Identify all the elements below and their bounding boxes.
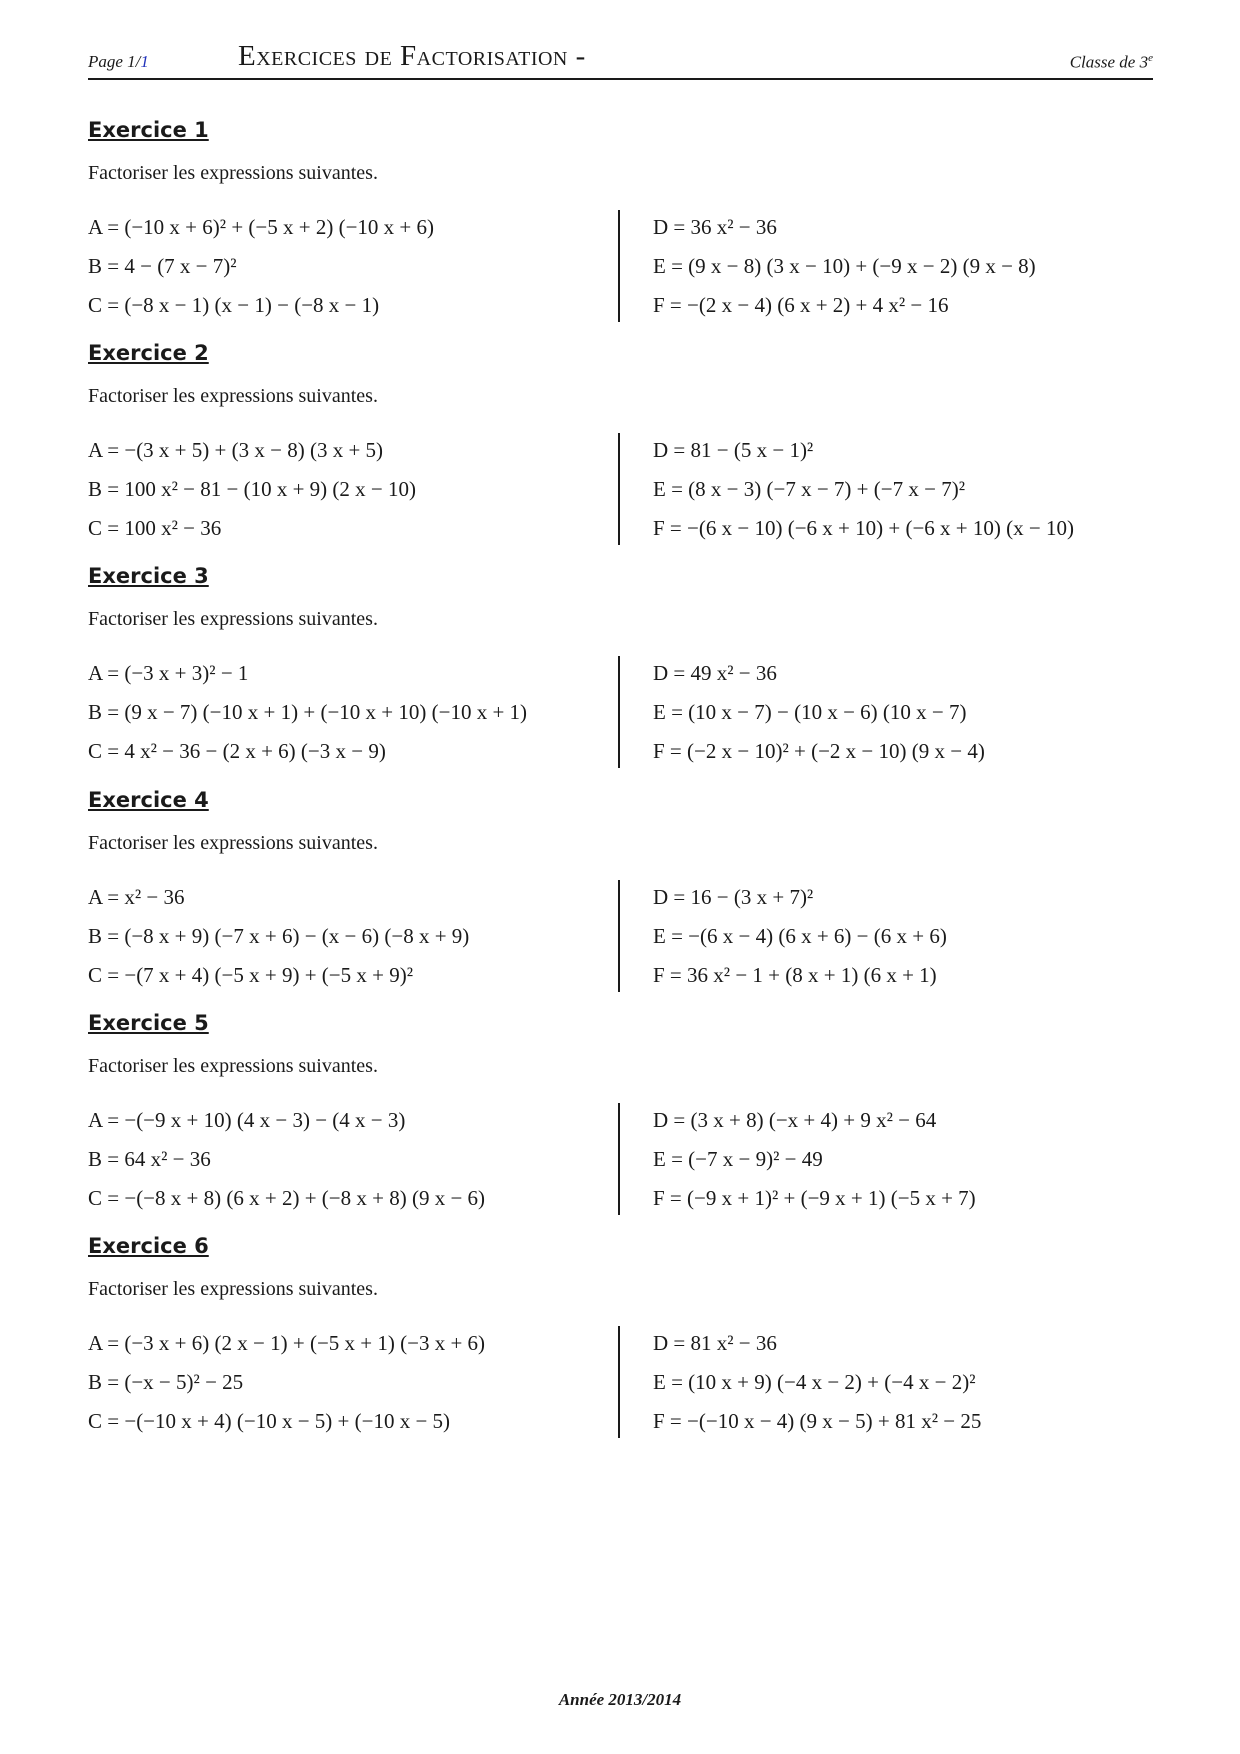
expressions-left-column [88,878,469,995]
expression: C = 4 x² − 36 − (2 x + 6) (−3 x − 9) [88,739,386,763]
expression: E = (9 x − 8) (3 x − 10) + (−9 x − 2) (9 x − 8) [653,254,1036,278]
expression: A = (−3 x + 3)² − 1 [88,661,249,685]
expressions-left-column [88,654,527,771]
exercise-title: Exercice 6 [88,1234,209,1258]
exercise-instruction: Factoriser les expressions suivantes. [88,162,378,184]
expression: E = −(6 x − 4) (6 x + 6) − (6 x + 6) [653,924,947,948]
column-divider [618,1103,620,1215]
page-number [88,52,149,72]
expressions-right-column [653,878,947,995]
expression: C = −(−10 x + 4) (−10 x − 5) + (−10 x − 5) [88,1409,451,1433]
expression: A = −(3 x + 5) + (3 x − 8) (3 x + 5) [88,438,384,462]
exercise-title: Exercice 4 [88,788,209,812]
expressions-left-column [88,208,434,325]
footer-year: Année 2013/2014 [558,1690,682,1709]
expression: F = −(−10 x − 4) (9 x − 5) + 81 x² − 25 [653,1409,982,1433]
exercise-instruction: Factoriser les expressions suivantes. [88,832,378,854]
page-total-link[interactable]: 1 [140,52,149,71]
expression: D = (3 x + 8) (−x + 4) + 9 x² − 64 [653,1108,937,1132]
expression: C = −(−8 x + 8) (6 x + 2) + (−8 x + 8) (9 x − 6) [88,1186,486,1210]
expression: D = 36 x² − 36 [653,215,777,239]
column-divider [618,1326,620,1438]
expressions-left-column [88,1101,485,1218]
expression: B = (9 x − 7) (−10 x + 1) + (−10 x + 10) (−10 x + 1) [88,700,528,724]
page-label: Page 1/ [88,52,141,71]
exercise-block [88,1234,1153,1464]
expression: F = −(2 x − 4) (6 x + 2) + 4 x² − 16 [653,293,949,317]
column-divider [618,210,620,322]
expression: D = 49 x² − 36 [653,661,777,685]
exercise-instruction: Factoriser les expressions suivantes. [88,385,378,407]
expression: B = 100 x² − 81 − (10 x + 9) (2 x − 10) [88,477,416,501]
page-header [88,40,1153,80]
class-label: Classe de 3e [1069,52,1153,72]
expression: B = 4 − (7 x − 7)² [88,254,237,278]
expression: F = (−9 x + 1)² + (−9 x + 1) (−5 x + 7) [653,1186,976,1210]
expression: F = 36 x² − 1 + (8 x + 1) (6 x + 1) [653,963,937,987]
expressions-right-column [653,654,985,771]
expression: F = −(6 x − 10) (−6 x + 10) + (−6 x + 10) (x − 10) [653,516,1074,540]
expressions-right-column [653,1101,976,1218]
exercise-title: Exercice 5 [88,1011,209,1035]
exercise-block [88,118,1153,348]
expression: A = (−10 x + 6)² + (−5 x + 2) (−10 x + 6) [88,215,435,239]
expressions-left-column [88,431,416,548]
exercise-title: Exercice 2 [88,341,209,365]
expression: A = −(−9 x + 10) (4 x − 3) − (4 x − 3) [88,1108,406,1132]
expressions-right-column [653,1324,981,1441]
exercise-title: Exercice 1 [88,118,209,142]
column-divider [618,433,620,545]
column-divider [618,656,620,768]
exercise-instruction: Factoriser les expressions suivantes. [88,608,378,630]
expression: A = x² − 36 [88,885,185,909]
exercise-block [88,564,1153,794]
expression: B = 64 x² − 36 [88,1147,211,1171]
exercise-instruction: Factoriser les expressions suivantes. [88,1278,378,1300]
expression: C = (−8 x − 1) (x − 1) − (−8 x − 1) [88,293,380,317]
exercise-instruction: Factoriser les expressions suivantes. [88,1055,378,1077]
column-divider [618,880,620,992]
expression: D = 81 − (5 x − 1)² [653,438,814,462]
expression: C = −(7 x + 4) (−5 x + 9) + (−5 x + 9)² [88,963,414,987]
expression: F = (−2 x − 10)² + (−2 x − 10) (9 x − 4) [653,739,985,763]
expression: E = (10 x + 9) (−4 x − 2) + (−4 x − 2)² [653,1370,976,1394]
expression: B = (−x − 5)² − 25 [88,1370,244,1394]
expression: E = (−7 x − 9)² − 49 [653,1147,823,1171]
exercise-block [88,788,1153,1018]
expressions-left-column [88,1324,485,1441]
expression: C = 100 x² − 36 [88,516,222,540]
exercise-block [88,1011,1153,1241]
expression: E = (10 x − 7) − (10 x − 6) (10 x − 7) [653,700,967,724]
document-title: Exercices de Factorisation - [238,40,586,72]
expression: E = (8 x − 3) (−7 x − 7) + (−7 x − 7)² [653,477,965,501]
expression: B = (−8 x + 9) (−7 x + 6) − (x − 6) (−8 x + 9) [88,924,470,948]
expression: D = 81 x² − 36 [653,1331,777,1355]
expression: A = (−3 x + 6) (2 x − 1) + (−5 x + 1) (−3 x + 6) [88,1331,486,1355]
expressions-right-column [653,431,1074,548]
expression: D = 16 − (3 x + 7)² [653,885,814,909]
expressions-right-column [653,208,1036,325]
exercise-title: Exercice 3 [88,564,209,588]
exercise-block [88,341,1153,571]
